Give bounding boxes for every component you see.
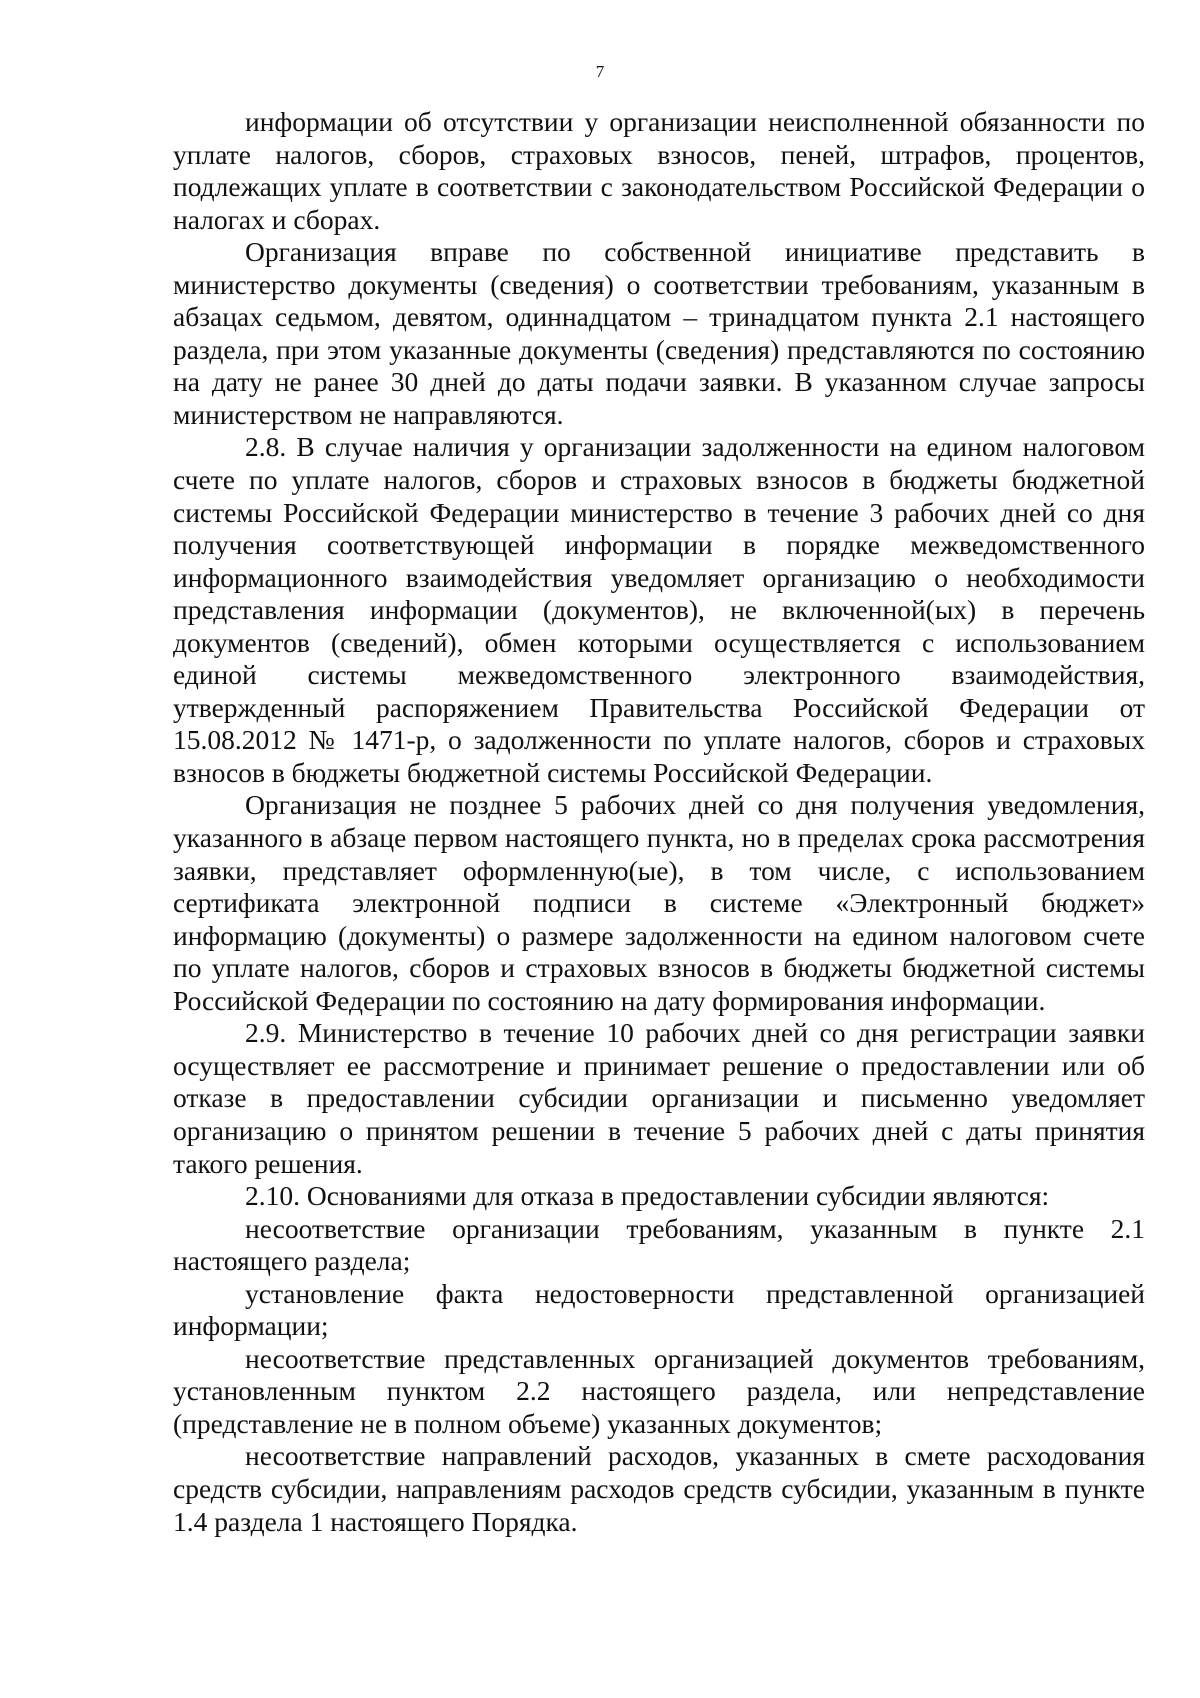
refusal-ground-requirements: несоответствие организации требованиям, указанным в пункте 2.1 настоящего раздела; [173, 1212, 1145, 1277]
refusal-ground-unreliable-info: установление факта недостоверности представленной организацией информации; [173, 1277, 1145, 1342]
refusal-ground-expense-directions: несоответствие направлений расходов, указанных в смете расходования средств субсидии, направлениям расходов средств субсидии, указанным в пункте 1.4 раздела 1 настоящего Порядка. [173, 1440, 1145, 1537]
paragraph-clause-2-10: 2.10. Основаниями для отказа в предоставлении субсидии являются: [245, 1180, 1050, 1212]
refusal-ground-documents: несоответствие представленных организацией документов требованиям, установленным пунктом 2.2 настоящего раздела, или непредставление (представление не в полном объеме) указанных документов; [173, 1342, 1145, 1439]
paragraph-clause-2-8: 2.8. В случае наличия у организации задолженности на едином налоговом счете по уплате налогов, сборов и страховых взносов в бюджеты бюджетной системы Российской Федерации министерство в течение 3 рабочих дней со дня получения соответствующей информации в порядке межведомственного информационного взаимодействия уведомляет организацию о необходимости представления информации (документов), не включенной(ых) в перечень документов (сведений), обмен которыми осуществляется с использованием единой системы межведомственного электронного взаимодействия, утвержденный распоряжением Правительства Российской Федерации от 15.08.2012 № 1471-р, о задолженности по уплате налогов, сборов и страховых взносов в бюджеты бюджетной системы Российской Федерации. [173, 431, 1145, 788]
document-body [173, 106, 1145, 1538]
page-number: 7 [595, 62, 605, 81]
paragraph-debt-information-submission: Организация не позднее 5 рабочих дней со дня получения уведомления, указанного в абзаце первом настоящего пункта, но в пределах срока рассмотрения заявки, представляет оформленную(ые), в том числе, с использованием сертификата электронной подписи в системе «Электронный бюджет» информацию (документы) о размере задолженности на едином налоговом счете по уплате налогов, сборов и страховых взносов в бюджеты бюджетной системы Российской Федерации по состоянию на дату формирования информации. [173, 789, 1145, 1016]
paragraph-clause-2-9: 2.9. Министерство в течение 10 рабочих дней со дня регистрации заявки осуществляет ее рассмотрение и принимает решение о предоставлении или об отказе в предоставлении субсидии организации и письменно уведомляет организацию о принятом решении в течение 5 рабочих дней с даты принятия такого решения. [173, 1017, 1145, 1179]
paragraph-tax-debt-info: информации об отсутствии у организации неисполненной обязанности по уплате налогов, сборов, страховых взносов, пеней, штрафов, процентов, подлежащих уплате в соответствии с законодательством Российской Федерации о налогах и сборах. [173, 106, 1145, 235]
paragraph-own-initiative: Организация вправе по собственной инициативе представить в министерство документы (сведения) о соответствии требованиям, указанным в абзацах седьмом, девятом, одиннадцатом – тринадцатом пункта 2.1 настоящего раздела, при этом указанные документы (сведения) представляются по состоянию на дату не ранее 30 дней до даты подачи заявки. В указанном случае запросы министерством не направляются. [173, 236, 1145, 430]
